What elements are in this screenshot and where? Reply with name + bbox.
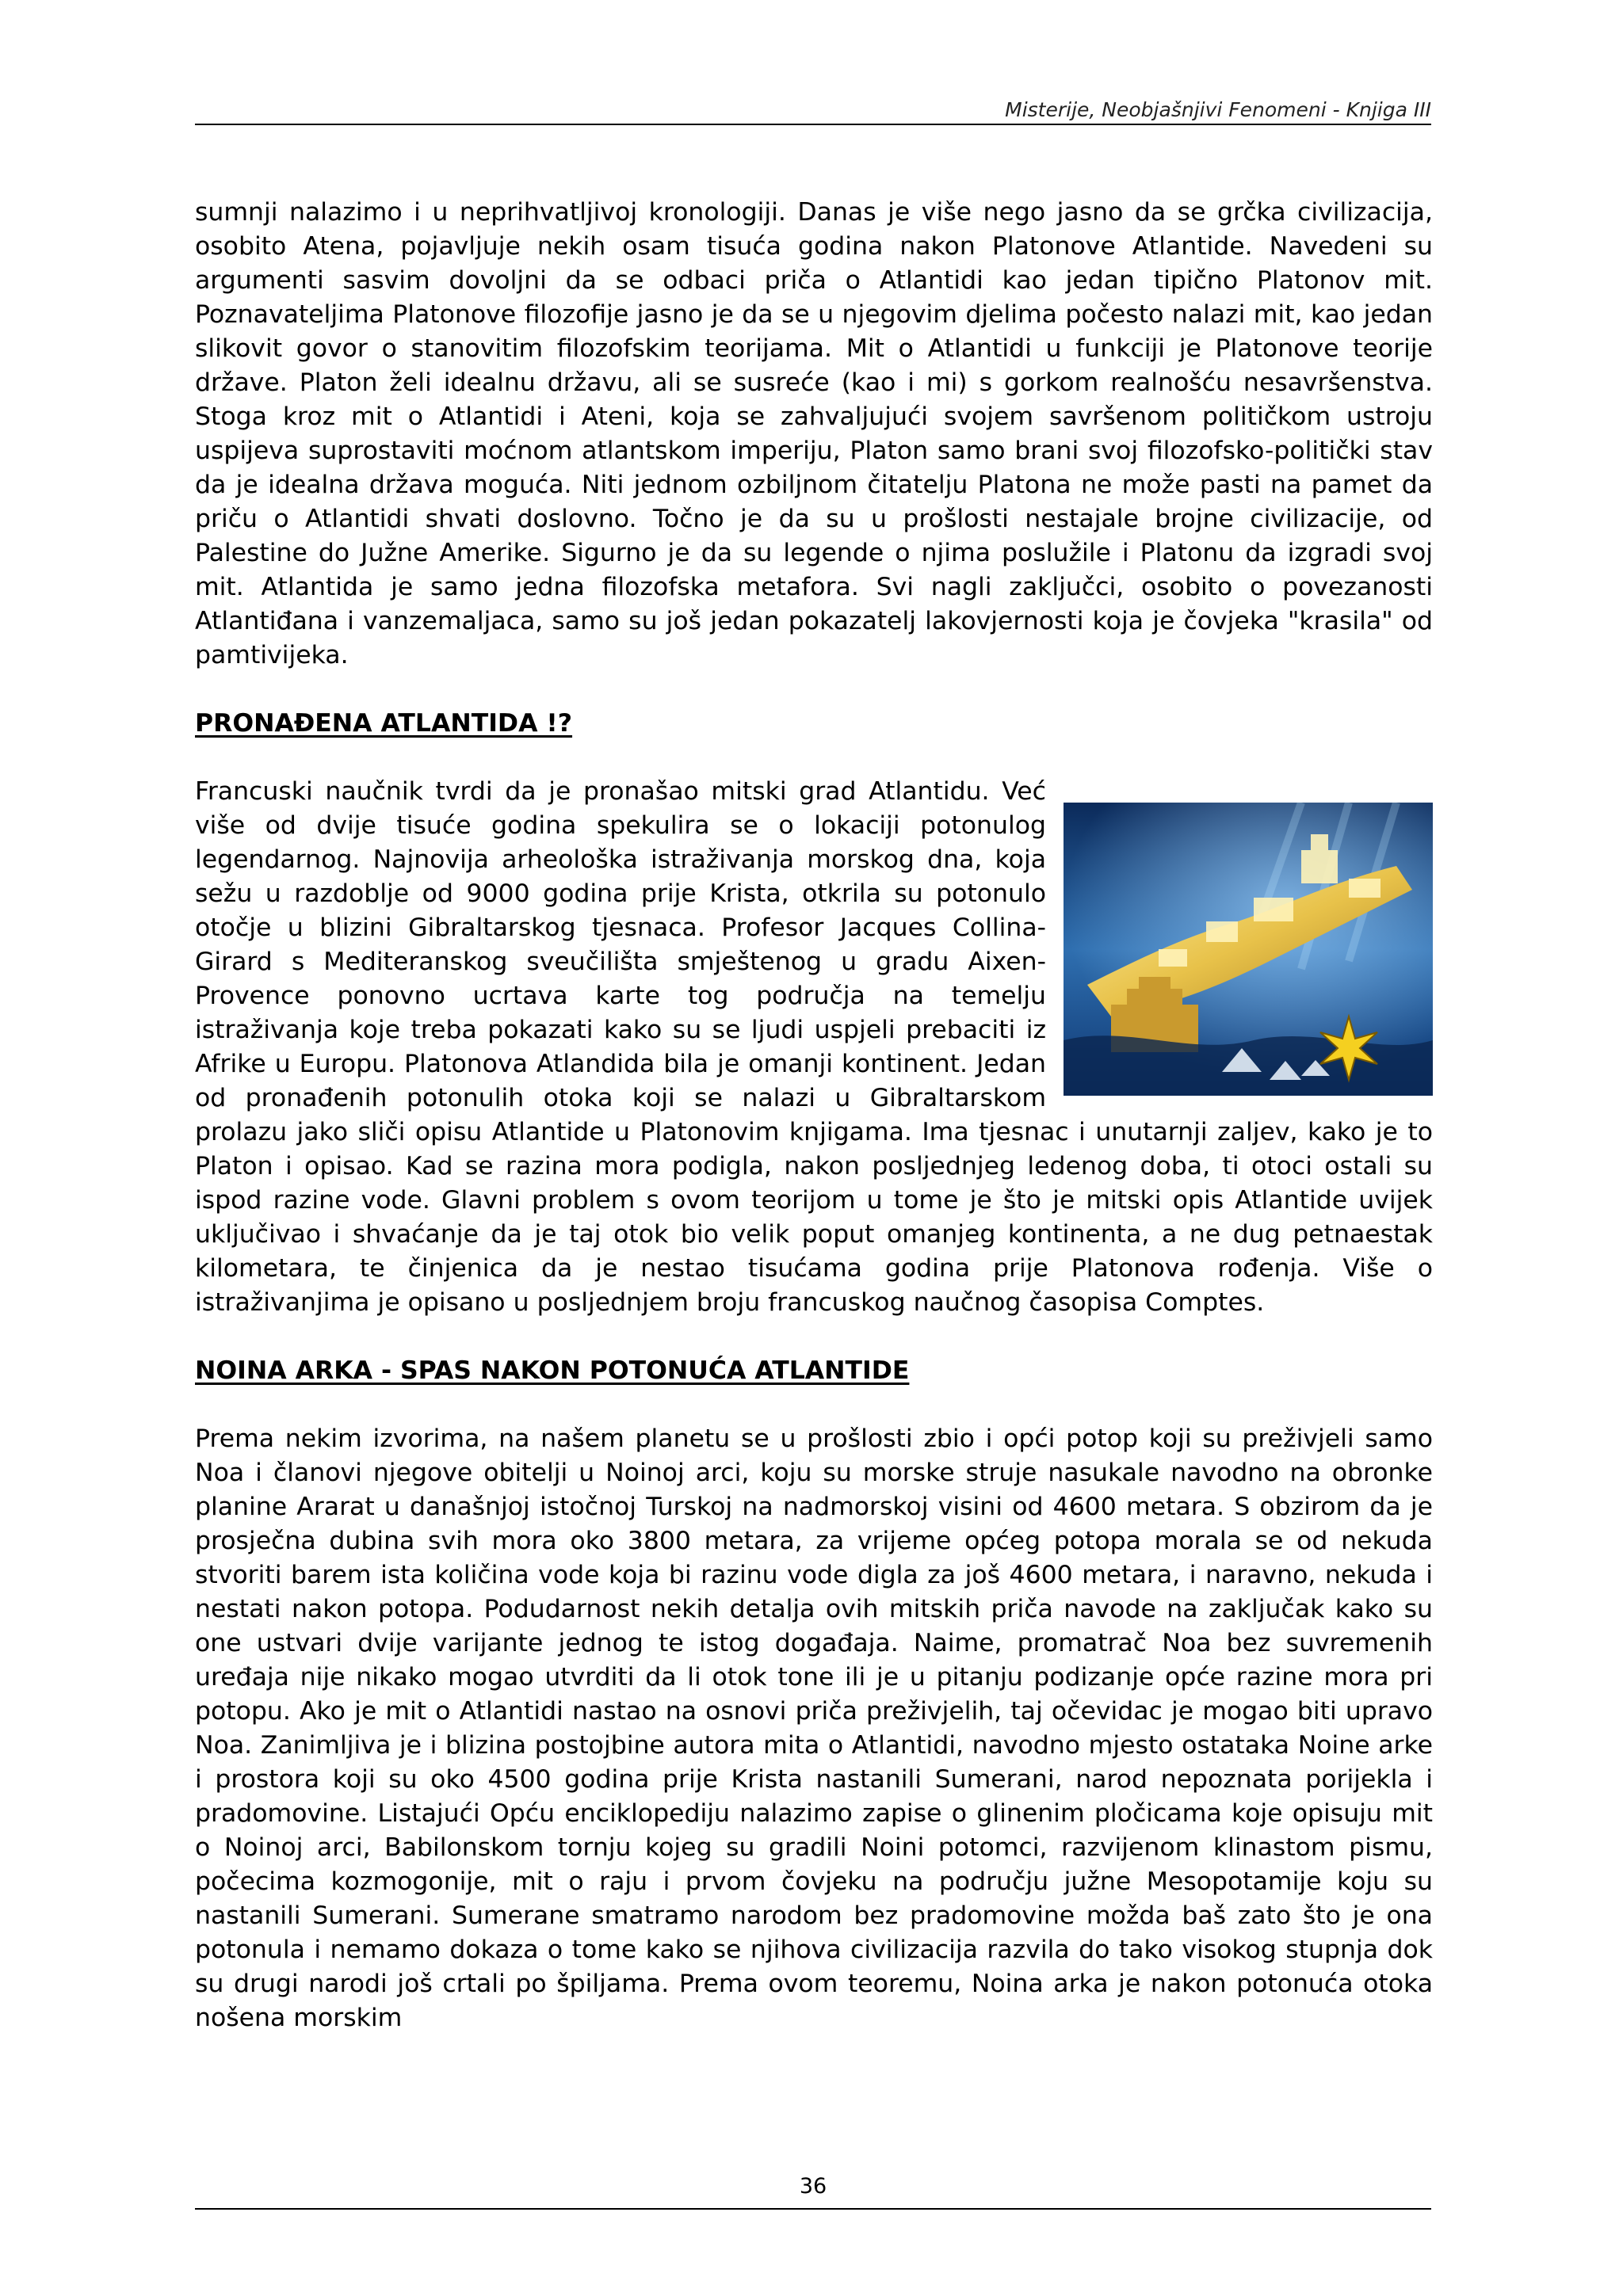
header-rule xyxy=(195,124,1431,125)
footer-rule xyxy=(195,2208,1431,2210)
spacer xyxy=(195,741,1433,775)
paragraph-intro: sumnji nalazimo i u neprihvatljivoj kronologiji. Danas je više nego jasno da se grčka civilizacija, osobito Atena, pojavljuje nekih osam tisuća godina nakon Platonove Atlantide. Navedeni su argumenti sasvim dovoljni da se odbaci priča o Atlantidi kao jedan tipično Platonov mit. Poznavateljima Platonove filozofije jasno je da se u njegovim djelima počesto nalazi mit, kao jedan slikovit govor o stanovitim filozofskim teorijama. Mit o Atlantidi u funkciji je Platonove teorije države. Platon želi idealnu državu, ali se susreće (kao i mi) s gorkom realnošću nesavršenstva. Stoga kroz mit o Atlantidi i Ateni, koja se zahvaljujući svojem savršenom političkom ustroju uspijeva suprostaviti moćnom atlantskom imperiju, Platon samo brani svoj filozofsko-politički stav da je idealna država moguća. Niti jednom ozbiljnom čitatelju Platona ne može pasti na pamet da priču o Atlantidi shvati doslovno. Točno je da su u prošlosti nestajale brojne civilizacije, od Palestine do Južne Amerike. Sigurno je da su legende o njima poslužile i Platonu da izgradi svoj mit. Atlantida je samo jedna filozofska metafora. Svi nagli zaključci, osobito o povezanosti Atlantiđana i vanzemaljaca, samo su još jedan pokazatelj lakovjernosti koja je čovjeka "krasila" od pamtivijeka. xyxy=(195,198,1433,669)
paragraph-ark: Prema nekim izvorima, na našem planetu se u prošlosti zbio i opći potop koji su preživjeli samo Noa i članovi njegove obitelji u Noinoj arci, koju su morske struje nasukale navodno na obronke planine Ararat u današnjoj istočnoj Turskoj na nadmorskoj visini od 4600 metara. S obzirom da je prosječna dubina svih mora oko 3800 metara, za vrijeme općeg potopa morala se od nekuda stvoriti barem ista količina vode koja bi razinu vode digla za još 4600 metara, i naravno, nekuda i nestati nakon potopa. Podudarnost nekih detalja ovih mitskih priča navode na zaključak kako su one ustvari dvije varijante jednog te istog događaja. Naime, promatrač Noa bez suvremenih uređaja nije nikako mogao utvrditi da li otok tone ili je u pitanju podizanje opće razine mora pri potopu. Ako je mit o Atlantidi nastao na osnovi priča preživjelih, taj očevidac je mogao biti upravo Noa. Zanimljiva je i blizina postojbine autora mita o Atlantidi, navodno mjesto ostataka Noine arke i prostora koji su oko 4500 godina prije Krista nastanili Sumerani, narod nepoznata porijekla i pradomovine. Listajući Opću enciklopediju nalazimo zapise o glinenim pločicama koje opisuju mit o Noinoj arci, Babilonskom tornju kojeg su gradili Noini potomci, razvijenom klinastom pismu, počecima kozmogonije, mit o raju i prvom čovjeku na području južne Mesopotamije koju su nastanili Sumerani. Sumerane smatramo narodom bez pradomovine možda baš zato što je ona potonula i nemamo dokaza o tome kako se njihova civilizacija razvila do tako visokog stupnja dok su drugi narodi još crtali po špiljama. Prema ovom teoremu, Noina arka je nakon potonuća otoka nošena morskim xyxy=(195,1425,1433,2032)
running-header: Misterije, Neobjašnjivi Fenomeni - Knjiga III xyxy=(1005,98,1431,121)
spacer xyxy=(195,1388,1433,1422)
paragraph-found: Francuski naučnik tvrdi da je pronašao mitski grad Atlantidu. Već više od dvije tisuće godina spekulira se o lokaciji potonulog legendarnog. Najnovija arheološka istraživanja morskog dna, koja sežu u razdoblje od 9000 godina prije Krista, otkrila su potonulo otočje u blizini Gibraltarskog tjesnaca. Profesor Jacques Collina-Girard s Mediteranskog sveučilišta smještenog u gradu Aixen-Provence ponovno ucrtava karte tog područja na temelju istraživanja koje treba pokazati kako su se ljudi uspjeli prebaciti iz Afrike u Europu. Platonova Atlandida bila je omanji kontinent. Jedan od pronađenih potonulih otoka koji se nalazi u Gibraltarskom prolazu jako sliči opisu Atlantide u Platonovim knjigama. Ima tjesnac i unutarnji zaljev, kako je to Platon i opisao. Kad se razina mora podigla, nakon posljednjeg ledenog doba, ti otoci ostali su ispod razine vode. Glavni problem s ovom teorijom u tome je što je mitski opis Atlantide uvijek uključivao i shvaćanje da je taj otok bio velik poput omanjeg kontinenta, a ne dug petnaestak kilometara, te činjenica da je nestao tisućama godina prije Platonova rođenja. Više o istraživanjima je opisano u posljednjem broju francuskog naučnog časopisa Comptes. xyxy=(195,777,1433,1317)
spacer xyxy=(195,673,1433,707)
page-content xyxy=(195,196,1433,2035)
heading-ark: NOINA ARKA - SPAS NAKON POTONUĆA ATLANTIDE xyxy=(195,1356,910,1385)
atlantis-illustration-icon xyxy=(1064,803,1433,1096)
spacer xyxy=(195,1320,1433,1354)
page-number: 36 xyxy=(799,2174,827,2199)
heading-found: PRONAĐENA ATLANTIDA !? xyxy=(195,709,573,738)
